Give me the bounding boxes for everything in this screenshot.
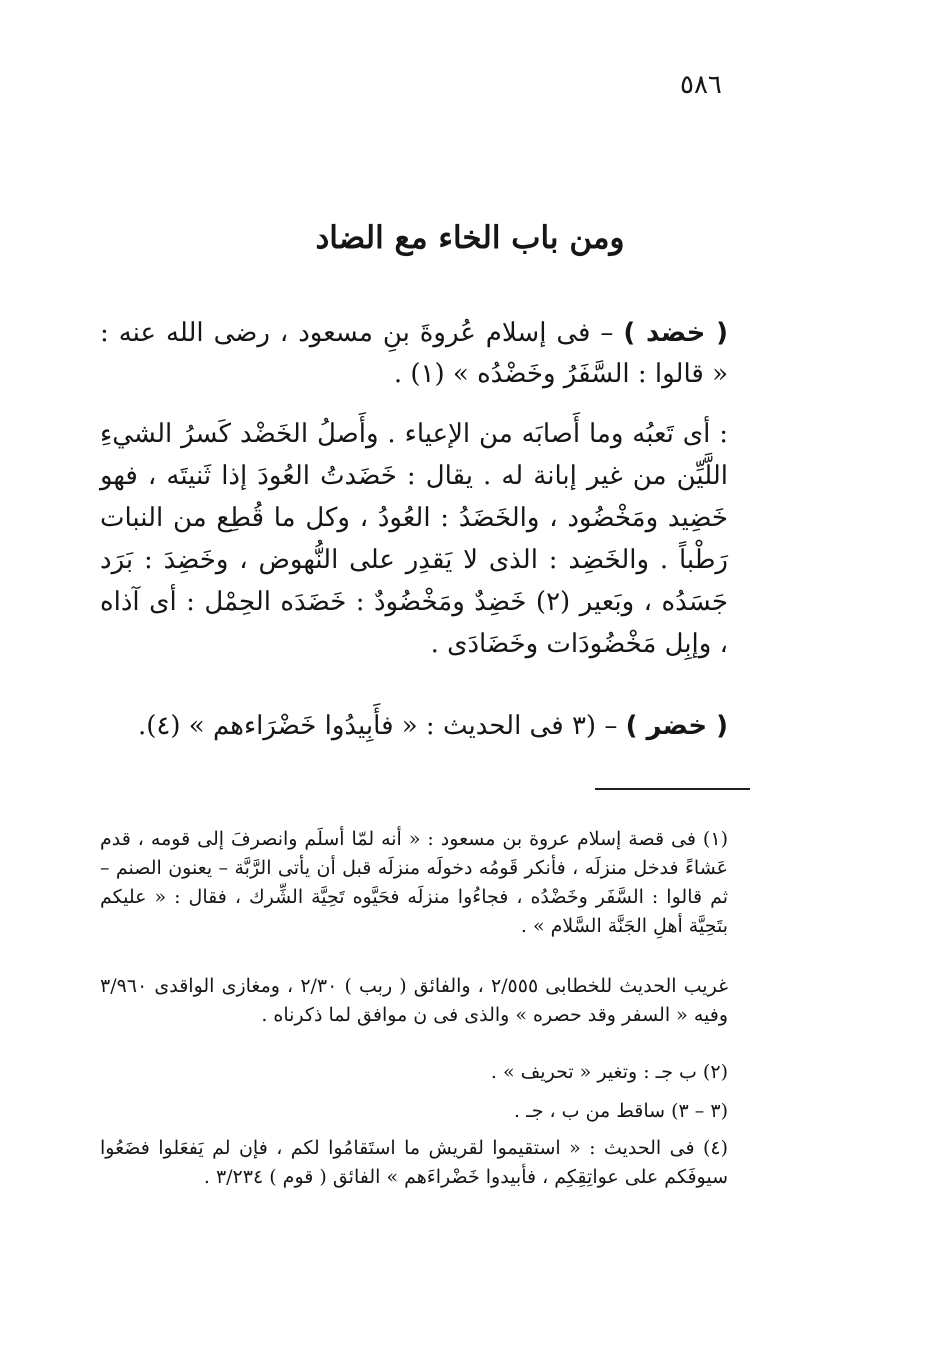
entry-keyword: ( خضد )	[623, 318, 728, 348]
entry-lead-text: – فى إسلام عُروةَ بنِ مسعود ، رضى الله عنه : « قالوا : السَّفَرُ وخَضْدُه » (١) .	[100, 318, 728, 389]
entry-lead-text: – (٣ فى الحديث : « فأَبِيدُوا خَضْرَاءهم » (٤).	[137, 711, 626, 741]
entry-khadar	[100, 706, 728, 747]
footnote-1: (١) فى قصة إسلام عروة بن مسعود : « أنه لمّا أسلَم وانصرفَ إلى قومه ، قدم عَشاءً فدخل منزلَه ، فأنكر قَومُه دخولَه منزلَه قبل أن يأتى الرَّبَّة – يعنون الصنم – ثم قالوا : السَّفَر وخَضْدُه ، فجاءُوا منزلَه فحَيَّوه تَحِيَّة الشِّرك ، فقال : « عليكم بتَحِيَّة أهلِ الجَنَّة السَّلام » .	[100, 828, 728, 937]
section-title: ومن باب الخاء مع الضاد	[315, 220, 625, 256]
footnote-1-sources: غريب الحديث للخطابى ٢/٥٥٥ ، والفائق ( ربب ) ٢/٣٠ ، ومغازى الواقدى ٣/٩٦٠ وفيه « السفر وقد حصره » والذى فى ن موافق لما ذكرناه .	[100, 975, 729, 1026]
page-number: ٥٨٦	[680, 70, 722, 100]
footnote-2: (٢) ب جـ : وتغير « تحريف » .	[490, 1061, 728, 1083]
entry-khadad-explanation: : أى تَعبُه وما أَصابَه من الإعياء . وأَصلُ الخَضْد كَسرُ الشيءِ اللَّيِّن من غير إبانة له . يقال : خَضَدتُ العُودَ إذا ثَنيتَه ، فهو خَضِيد ومَخْضُود ، والخَضَدُ : العُودُ ، وكل ما قُطِع من النبات رَطْباً . والخَضِد : الذى لا يَقدِر على النُّهوض ، وخَضِدَ : بَرَد جَسَدُه ، وبَعير (٢) خَضِدٌ ومَخْضُودٌ : خَضَدَه الحِمْل : أى آذاه ، وإبِل مَخْضُودَات وخَضَادَى .	[100, 419, 728, 659]
footnote-3: (٣ – ٣) ساقط من ب ، جـ .	[514, 1100, 728, 1122]
entry-khadad	[100, 313, 728, 395]
footnote-divider	[595, 788, 750, 790]
footnote-4: (٤) فى الحديث : « استقيموا لقريش ما استَقامُوا لكم ، فإن لم يَفعَلوا فضَعُوا سيوفَكم على عواتِقِكِم ، فأبيدوا خَضْراءَهم » الفائق ( قوم ) ٣/٢٣٤ .	[100, 1137, 728, 1188]
entry-keyword: ( خضر )	[625, 711, 728, 741]
